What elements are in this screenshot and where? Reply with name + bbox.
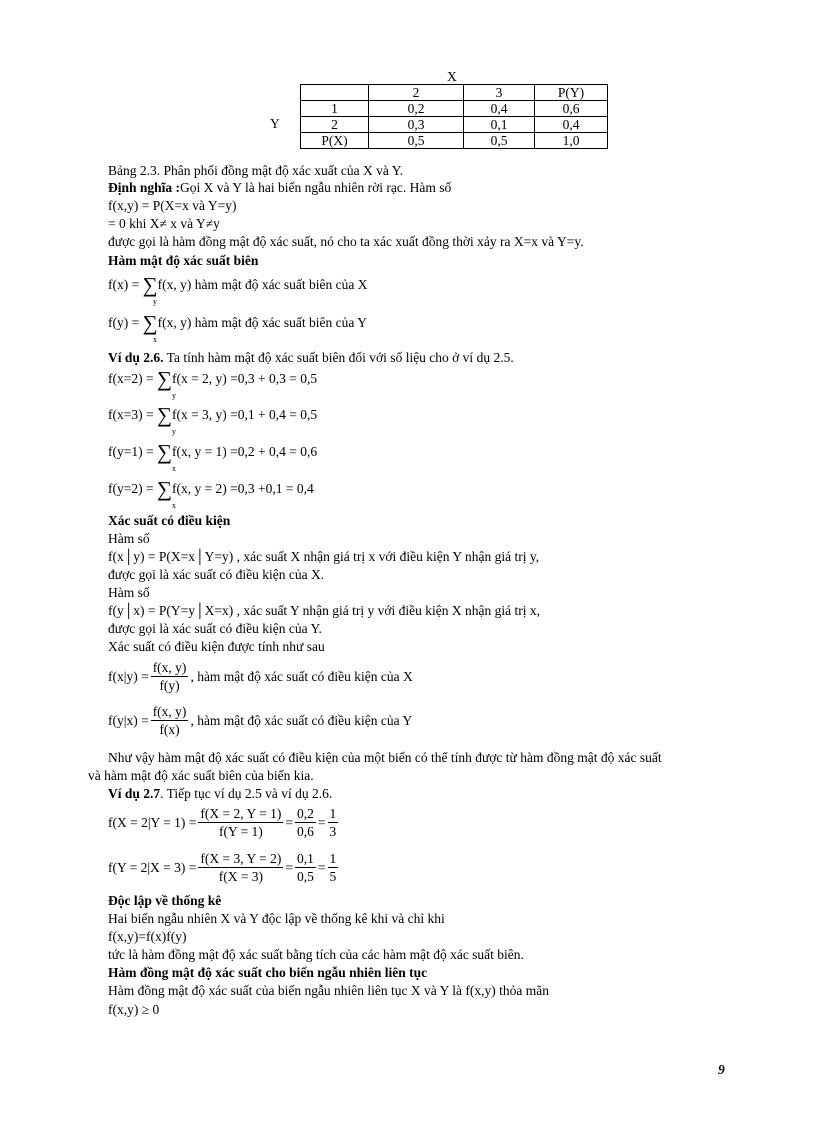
table-cell: 1 bbox=[301, 101, 369, 117]
sum-subscript: y bbox=[172, 391, 176, 400]
table-cell: 1,0 bbox=[535, 133, 608, 149]
continuous-heading: Hàm đồng mật độ xác suất cho biến ngẫu nhiên liên tục bbox=[108, 965, 428, 980]
formula-lhs: f(x|y) = bbox=[108, 668, 149, 684]
table-row bbox=[301, 117, 608, 133]
example-formula bbox=[108, 367, 318, 391]
formula-lhs: f(y|x) = bbox=[108, 712, 149, 728]
table-x-label: X bbox=[447, 69, 457, 84]
definition-formula-2: = 0 khi X≠ x và Y≠y bbox=[108, 216, 220, 231]
formula-text: , hàm mật độ xác suất có điều kiện của X bbox=[190, 668, 413, 684]
sum-symbol: ∑ bbox=[156, 440, 172, 464]
sum-symbol: ∑ bbox=[142, 273, 158, 297]
formula-text: , hàm mật độ xác suất có điều kiện của Y bbox=[190, 712, 413, 728]
table-cell: 0,2 bbox=[369, 101, 464, 117]
conditional-text: f(x│y) = P(X=x│Y=y) , xác suất X nhận giá trị x với điều kiện Y nhận giá trị y, bbox=[108, 549, 540, 564]
definition-text: Gọi X và Y là hai biến ngẫu nhiên rời rạc. Hàm số bbox=[180, 180, 452, 195]
definition-formula-1: f(x,y) = P(X=x và Y=y) bbox=[108, 198, 237, 213]
sum-symbol: ∑ bbox=[156, 367, 172, 391]
page-number: 9 bbox=[718, 1062, 725, 1077]
numerator: f(x, y) bbox=[152, 660, 187, 675]
table-y-label: Y bbox=[270, 116, 280, 131]
equals-sign: = bbox=[285, 814, 293, 830]
example-label: Ví dụ 2.6. bbox=[108, 350, 164, 365]
conditional-formula-x bbox=[108, 659, 413, 694]
fraction bbox=[295, 850, 316, 885]
conditional-paragraph: và hàm mật độ xác suất biên của biến kia. bbox=[88, 768, 314, 783]
table-cell: 0,4 bbox=[464, 101, 535, 117]
formula-rhs: f(x, y) hàm mật độ xác suất biên của Y bbox=[157, 315, 368, 330]
table-cell: 0,5 bbox=[369, 133, 464, 149]
sum-subscript: x bbox=[172, 501, 176, 510]
example-formula bbox=[108, 850, 340, 885]
numerator: 1 bbox=[329, 851, 337, 866]
denominator: 5 bbox=[329, 869, 337, 884]
formula-lhs: f(x=3) = bbox=[108, 407, 154, 422]
conditional-paragraph: Như vậy hàm mật độ xác suất có điều kiện của một biến có thể tính được từ hàm đồng mật độ xác suất bbox=[108, 750, 662, 765]
example-text: . Tiếp tục ví dụ 2.5 và ví dụ 2.6. bbox=[160, 786, 333, 801]
example-text: Ta tính hàm mật độ xác suất biên đối với số liệu cho ở ví dụ 2.5. bbox=[163, 350, 514, 365]
joint-distribution-table bbox=[300, 84, 608, 149]
fraction bbox=[198, 850, 283, 885]
conditional-text: Xác suất có điều kiện được tính như sau bbox=[108, 639, 325, 654]
continuous-formula: f(x,y) ≥ 0 bbox=[108, 1002, 160, 1017]
denominator: 3 bbox=[329, 824, 337, 839]
table-caption: Bảng 2.3. Phân phối đồng mật độ xác xuất của X và Y. bbox=[108, 163, 404, 178]
denominator: 0,5 bbox=[297, 869, 314, 884]
conditional-text: được gọi là xác suất có điều kiện của Y. bbox=[108, 621, 322, 636]
table-cell bbox=[301, 85, 369, 101]
marginal-fy-formula bbox=[108, 311, 368, 335]
sum-symbol: ∑ bbox=[156, 403, 172, 427]
formula-lhs: f(y=2) = bbox=[108, 481, 154, 496]
example-label: Ví dụ 2.7 bbox=[108, 786, 161, 801]
numerator: f(X = 3, Y = 2) bbox=[200, 851, 282, 866]
example-formula bbox=[108, 805, 340, 840]
table-cell: 3 bbox=[464, 85, 535, 101]
table-cell: 2 bbox=[301, 117, 369, 133]
independence-text: tức là hàm đồng mật độ xác suất bằng tích của các hàm mật độ xác suất biên. bbox=[108, 947, 524, 962]
independence-text: Hai biến ngẫu nhiên X và Y độc lập về thống kê khi và chỉ khi bbox=[108, 911, 445, 926]
example-formula bbox=[108, 403, 318, 427]
table-row bbox=[301, 101, 608, 117]
equals-sign: = bbox=[317, 814, 326, 830]
formula-rhs: f(x, y = 2) =0,3 +0,1 = 0,4 bbox=[171, 481, 314, 496]
equals-sign: = bbox=[285, 859, 293, 875]
formula-lhs: f(X = 2|Y = 1) = bbox=[108, 814, 197, 830]
denominator: f(Y = 1) bbox=[218, 824, 263, 839]
marginal-fx-formula bbox=[108, 273, 368, 297]
table-cell: 0,3 bbox=[369, 117, 464, 133]
continuous-text: Hàm đồng mật độ xác suất của biến ngẫu nhiên liên tục X và Y là f(x,y) thỏa mãn bbox=[108, 983, 549, 998]
numerator: f(x, y) bbox=[152, 704, 187, 719]
fraction bbox=[328, 805, 339, 840]
table-cell: P(Y) bbox=[535, 85, 608, 101]
fraction bbox=[295, 805, 316, 840]
definition-line bbox=[108, 180, 451, 196]
definition-text-2: được gọi là hàm đồng mật độ xác suất, nó cho ta xác xuất đồng thời xảy ra X=x và Y=y. bbox=[108, 234, 584, 249]
numerator: 0,1 bbox=[297, 851, 314, 866]
table-row bbox=[301, 133, 608, 149]
numerator: 0,2 bbox=[297, 806, 314, 821]
fraction bbox=[328, 850, 339, 885]
conditional-text: f(y│x) = P(Y=y│X=x) , xác suất Y nhận giá trị y với điều kiện X nhận giá trị x, bbox=[108, 603, 541, 618]
table-row bbox=[301, 85, 608, 101]
formula-lhs: f(Y = 2|X = 3) = bbox=[108, 859, 197, 875]
conditional-heading: Xác suất có điều kiện bbox=[108, 513, 231, 528]
example-formula bbox=[108, 440, 318, 464]
fraction bbox=[198, 805, 283, 840]
formula-lhs: f(x) = bbox=[108, 277, 140, 292]
independence-heading: Độc lập về thống kê bbox=[108, 893, 222, 908]
example-formula bbox=[108, 477, 314, 501]
equals-sign: = bbox=[317, 859, 326, 875]
fraction bbox=[151, 703, 189, 738]
formula-lhs: f(y) = bbox=[108, 315, 140, 330]
conditional-text: Hàm số bbox=[108, 531, 150, 546]
sum-subscript: y bbox=[172, 427, 176, 436]
conditional-text: được gọi là xác suất có điều kiện của X. bbox=[108, 567, 325, 582]
formula-rhs: f(x = 3, y) =0,1 + 0,4 = 0,5 bbox=[171, 407, 318, 422]
table-cell: 2 bbox=[369, 85, 464, 101]
denominator: f(X = 3) bbox=[218, 869, 264, 884]
table-cell: 0,1 bbox=[464, 117, 535, 133]
sum-subscript: x bbox=[153, 335, 157, 344]
sum-symbol: ∑ bbox=[156, 477, 172, 501]
table-cell: 0,5 bbox=[464, 133, 535, 149]
denominator: f(y) bbox=[159, 678, 180, 693]
formula-rhs: f(x = 2, y) =0,3 + 0,3 = 0,5 bbox=[171, 371, 318, 386]
numerator: 1 bbox=[329, 806, 337, 821]
independence-formula: f(x,y)=f(x)f(y) bbox=[108, 929, 187, 944]
table-cell: 0,4 bbox=[535, 117, 608, 133]
formula-lhs: f(y=1) = bbox=[108, 444, 154, 459]
conditional-text: Hàm số bbox=[108, 585, 150, 600]
sum-subscript: x bbox=[172, 464, 176, 473]
formula-rhs: f(x, y = 1) =0,2 + 0,4 = 0,6 bbox=[171, 444, 318, 459]
marginal-heading: Hàm mật độ xác suất biên bbox=[108, 253, 259, 268]
sum-symbol: ∑ bbox=[142, 311, 158, 335]
formula-lhs: f(x=2) = bbox=[108, 371, 154, 386]
table-cell: 0,6 bbox=[535, 101, 608, 117]
formula-rhs: f(x, y) hàm mật độ xác suất biên của X bbox=[157, 277, 368, 292]
conditional-formula-y bbox=[108, 703, 412, 738]
table-cell: P(X) bbox=[301, 133, 369, 149]
denominator: f(x) bbox=[159, 722, 180, 737]
numerator: f(X = 2, Y = 1) bbox=[200, 806, 282, 821]
sum-subscript: y bbox=[153, 297, 157, 306]
fraction bbox=[151, 659, 189, 694]
example-2-7 bbox=[108, 786, 332, 802]
example-2-6 bbox=[108, 350, 514, 366]
denominator: 0,6 bbox=[297, 824, 314, 839]
definition-label: Định nghĩa : bbox=[108, 180, 181, 195]
